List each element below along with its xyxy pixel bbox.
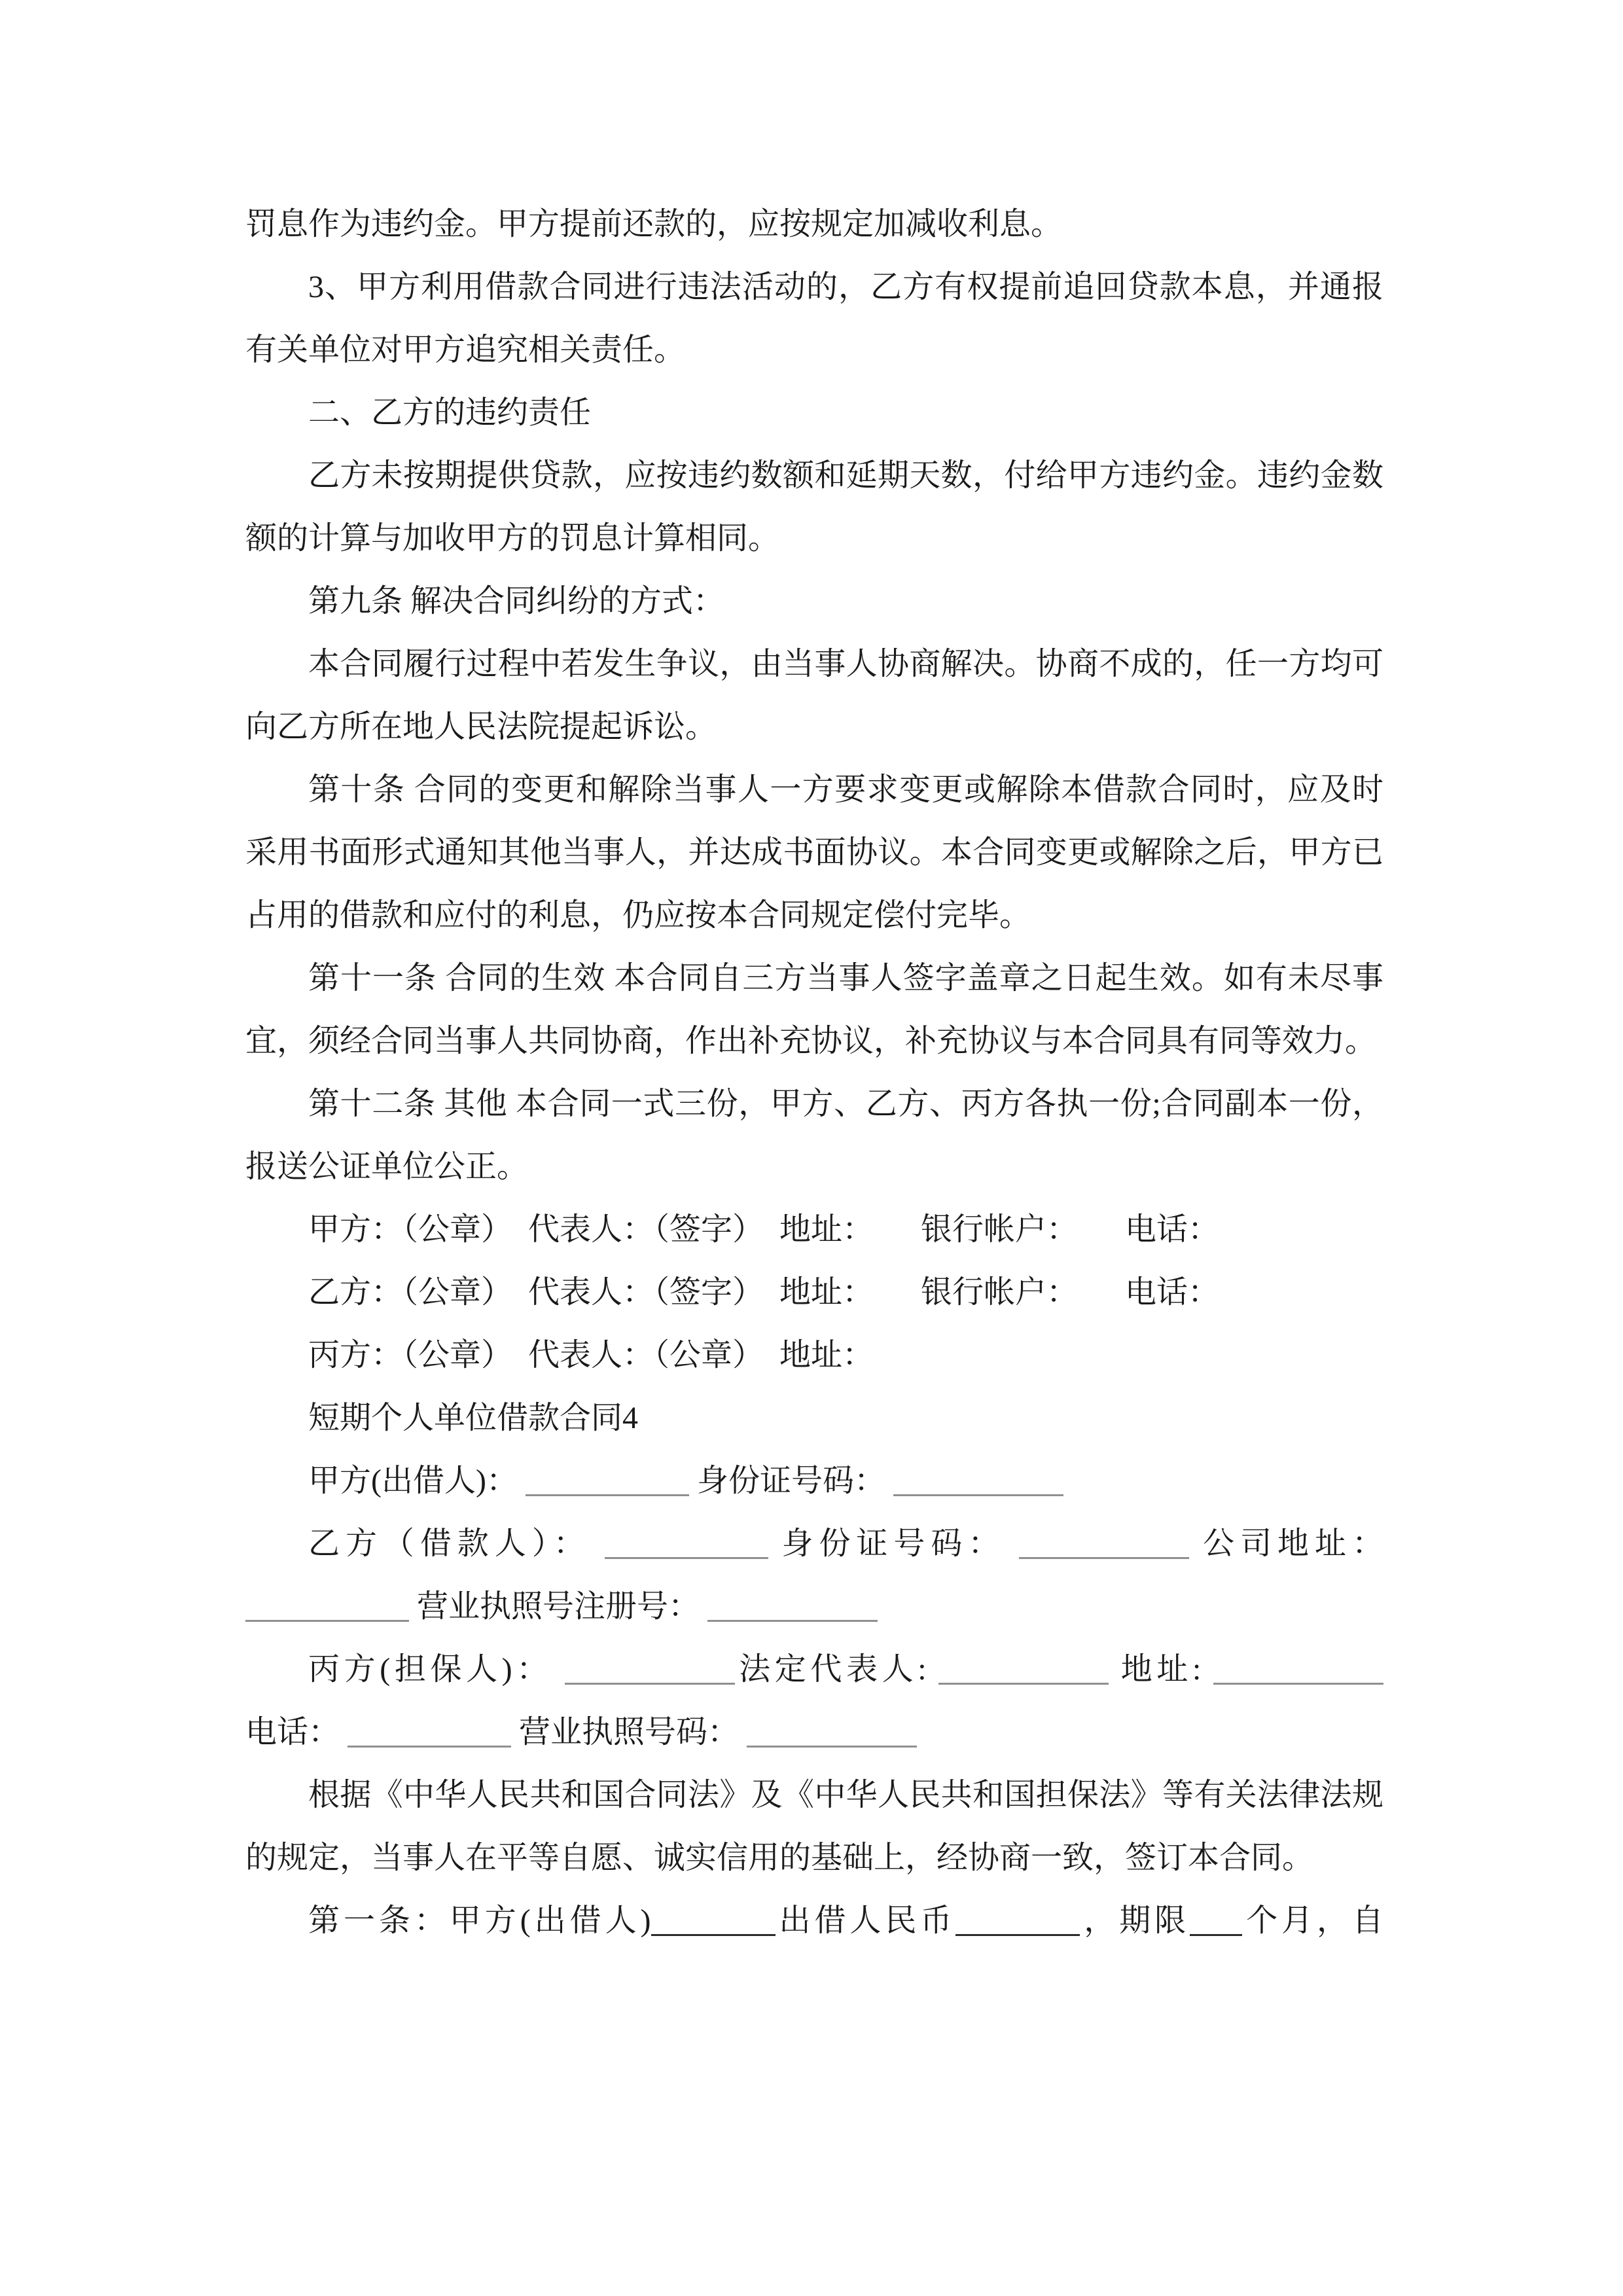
text-run: 电话： — [245, 1715, 348, 1749]
text-run: 第十二条 其他 本合同一式三份，甲方、乙方、丙方各执一份;合同副本一份，报送公证单位公正。 — [245, 1086, 1383, 1184]
paragraph — [245, 1701, 1383, 1764]
paragraph — [245, 1513, 1383, 1575]
paragraph — [245, 1387, 1383, 1450]
paragraph — [245, 1764, 1383, 1890]
text-run: 乙方（借款人）： — [308, 1526, 605, 1561]
paragraph — [245, 1638, 1383, 1701]
text-run: 丙方：（公章） 代表人：（公章） 地址： — [308, 1338, 874, 1372]
text-run: 甲方：（公章） 代表人：（签字） 地址： 银行帐户： 电话： — [308, 1212, 1220, 1247]
text-run: 第十条 合同的变更和解除当事人一方要求变更或解除本借款合同时，应及时采用书面形式通知其他当事人，并达成书面协议。本合同变更或解除之后，甲方已占用的借款和应付的利息，仍应按本合同规定偿付完毕。 — [245, 772, 1383, 933]
text-run: 地址: — [1109, 1652, 1213, 1687]
text-run: ，期限 — [1080, 1903, 1190, 1938]
blank-field — [565, 1654, 735, 1685]
paragraph — [245, 193, 1383, 256]
text-run: 个月，自 — [1242, 1903, 1383, 1938]
text-run: 第一条：甲方(出借人) — [308, 1903, 651, 1938]
text-run: 身份证号码： — [768, 1526, 1020, 1561]
text-run: 根据《中华人民共和国合同法》及《中华人民共和国担保法》等有关法律法规的规定，当事人在平等自愿、诚实信用的基础上，经协商一致，签订本合同。 — [245, 1778, 1383, 1875]
paragraph — [245, 759, 1383, 947]
blank-field — [747, 1717, 917, 1748]
document-body — [245, 193, 1383, 1952]
paragraph — [245, 444, 1383, 570]
blank-field — [348, 1717, 511, 1748]
paragraph — [245, 1261, 1383, 1324]
text-run: 出借人民币 — [775, 1903, 956, 1938]
blank-field — [1019, 1528, 1189, 1559]
blank-field — [526, 1465, 689, 1496]
paragraph — [245, 1324, 1383, 1387]
text-run: 短期个人单位借款合同4 — [308, 1401, 639, 1435]
text-run: 二、乙方的违约责任 — [308, 395, 592, 430]
blank-field — [605, 1528, 768, 1559]
text-run: 罚息作为违约金。甲方提前还款的，应按规定加减收利息。 — [245, 207, 1063, 242]
paragraph — [245, 1450, 1383, 1513]
text-run: 3、甲方利用借款合同进行违法活动的，乙方有权提前追回贷款本息，并通报有关单位对甲方追究相关责任。 — [245, 270, 1383, 367]
paragraph — [245, 1575, 1383, 1638]
blank-field — [1190, 1905, 1242, 1936]
paragraph — [245, 633, 1383, 759]
text-run: 营业执照号注册号： — [409, 1589, 708, 1624]
blank-field — [955, 1905, 1080, 1936]
text-run: 身份证号码： — [688, 1463, 893, 1498]
paragraph — [245, 570, 1383, 633]
paragraph — [245, 947, 1383, 1073]
text-run: 营业执照号码： — [511, 1715, 747, 1749]
blank-field — [245, 1591, 409, 1622]
paragraph — [245, 1890, 1383, 1952]
text-run: 第九条 解决合同纠纷的方式： — [308, 584, 725, 619]
blank-field — [707, 1591, 878, 1622]
paragraph — [245, 1198, 1383, 1261]
text-run: 乙方未按期提供贷款，应按违约数额和延期天数，付给甲方违约金。违约金数额的计算与加收甲方的罚息计算相同。 — [245, 458, 1383, 556]
text-run: 本合同履行过程中若发生争议，由当事人协商解决。协商不成的，任一方均可向乙方所在地人民法院提起诉讼。 — [245, 647, 1383, 744]
paragraph — [245, 256, 1383, 382]
text-run: 丙方(担保人)： — [308, 1652, 565, 1687]
blank-field — [651, 1905, 776, 1936]
blank-field — [1213, 1654, 1383, 1685]
blank-field — [938, 1654, 1109, 1685]
text-run: 乙方：（公章） 代表人：（签字） 地址： 银行帐户： 电话： — [308, 1275, 1220, 1310]
text-run: 公司地址： — [1189, 1526, 1383, 1561]
text-run: 法定代表人: — [734, 1652, 939, 1687]
paragraph — [245, 382, 1383, 444]
text-run: 甲方(出借人)： — [308, 1463, 526, 1498]
paragraph — [245, 1073, 1383, 1198]
blank-field — [893, 1465, 1063, 1496]
text-run: 第十一条 合同的生效 本合同自三方当事人签字盖章之日起生效。如有未尽事宜，须经合同当事人共同协商，作出补充协议，补充协议与本合同具有同等效力。 — [245, 961, 1383, 1058]
